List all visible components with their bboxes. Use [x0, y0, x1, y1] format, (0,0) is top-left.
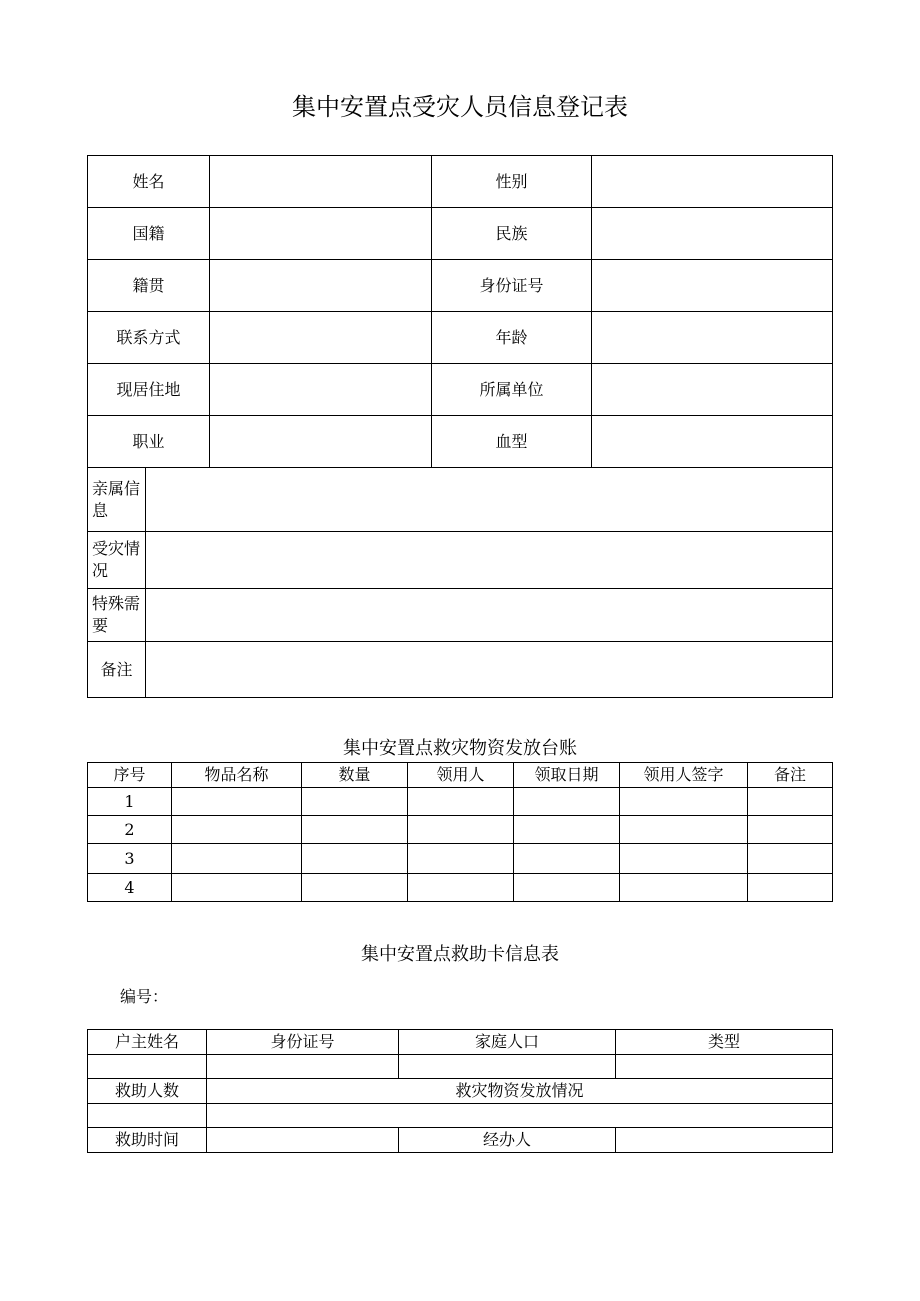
disaster-situation-field[interactable]: [146, 532, 833, 589]
table-row: [88, 468, 833, 532]
table-row: [88, 1104, 833, 1128]
column-header: 领用人: [408, 763, 514, 788]
cell[interactable]: [514, 874, 620, 902]
household-size-field[interactable]: [399, 1055, 616, 1079]
row-number: 1: [88, 788, 172, 816]
ethnicity-label: 民族: [432, 208, 592, 260]
column-header: 家庭人口: [399, 1030, 616, 1055]
column-header: 类型: [616, 1030, 833, 1055]
householder-name-field[interactable]: [88, 1055, 207, 1079]
handler-field[interactable]: [616, 1128, 833, 1153]
age-label: 年龄: [432, 312, 592, 364]
table-row: [88, 208, 833, 260]
cell[interactable]: [620, 874, 748, 902]
employer-field[interactable]: [592, 364, 833, 416]
blood-type-field[interactable]: [592, 416, 833, 468]
name-field[interactable]: [210, 156, 432, 208]
table-row: [88, 1128, 833, 1153]
ethnicity-field[interactable]: [592, 208, 833, 260]
table-row: [88, 788, 833, 816]
table-row: [88, 156, 833, 208]
table-row: [88, 844, 833, 874]
row-number: 4: [88, 874, 172, 902]
handler-label: 经办人: [399, 1128, 616, 1153]
native-place-field[interactable]: [210, 260, 432, 312]
cell[interactable]: [408, 874, 514, 902]
gender-field[interactable]: [592, 156, 833, 208]
cell[interactable]: [172, 816, 302, 844]
aid-count-field[interactable]: [88, 1104, 207, 1128]
serial-number-label: 编号：: [120, 987, 169, 1006]
cell[interactable]: [514, 816, 620, 844]
registration-table: [87, 155, 833, 698]
special-needs-label: 特殊需要: [88, 589, 146, 642]
blood-type-label: 血型: [432, 416, 592, 468]
contact-label: 联系方式: [88, 312, 210, 364]
distribution-field[interactable]: [207, 1104, 833, 1128]
cell[interactable]: [620, 788, 748, 816]
column-header: 领用人签字: [620, 763, 748, 788]
table-row: [88, 312, 833, 364]
table-row: [88, 874, 833, 902]
age-field[interactable]: [592, 312, 833, 364]
cell[interactable]: [302, 788, 408, 816]
cell[interactable]: [514, 788, 620, 816]
ledger-table: [87, 762, 833, 902]
cell[interactable]: [748, 788, 833, 816]
contact-field[interactable]: [210, 312, 432, 364]
special-needs-field[interactable]: [146, 589, 833, 642]
cell[interactable]: [302, 844, 408, 874]
cell[interactable]: [514, 844, 620, 874]
remarks-label: 备注: [88, 642, 146, 698]
table-row: [88, 260, 833, 312]
table-row: [88, 816, 833, 844]
column-header: 备注: [748, 763, 833, 788]
distribution-label: 救灾物资发放情况: [207, 1079, 833, 1104]
cell[interactable]: [620, 816, 748, 844]
cell[interactable]: [748, 844, 833, 874]
occupation-field[interactable]: [210, 416, 432, 468]
table-row: [88, 364, 833, 416]
aid-time-field[interactable]: [207, 1128, 399, 1153]
cell[interactable]: [408, 844, 514, 874]
nationality-field[interactable]: [210, 208, 432, 260]
ledger-title: 集中安置点救灾物资发放台账: [343, 738, 577, 759]
native-place-label: 籍贯: [88, 260, 210, 312]
relatives-label: 亲属信息: [88, 468, 146, 532]
cell[interactable]: [748, 874, 833, 902]
table-row: [88, 589, 833, 642]
residence-label: 现居住地: [88, 364, 210, 416]
aid-count-label: 救助人数: [88, 1079, 207, 1104]
aid-card-table: [87, 1029, 833, 1153]
cell[interactable]: [302, 816, 408, 844]
cell[interactable]: [408, 816, 514, 844]
disaster-situation-label: 受灾情况: [88, 532, 146, 589]
column-header: 物品名称: [172, 763, 302, 788]
cell[interactable]: [620, 844, 748, 874]
column-header: 领取日期: [514, 763, 620, 788]
card-title: 集中安置点救助卡信息表: [361, 944, 559, 965]
row-number: 2: [88, 816, 172, 844]
gender-label: 性别: [432, 156, 592, 208]
column-header: 数量: [302, 763, 408, 788]
table-header-row: [88, 763, 833, 788]
cell[interactable]: [172, 874, 302, 902]
id-number-field[interactable]: [207, 1055, 399, 1079]
cell[interactable]: [172, 844, 302, 874]
table-row: [88, 1079, 833, 1104]
employer-label: 所属单位: [432, 364, 592, 416]
type-field[interactable]: [616, 1055, 833, 1079]
name-label: 姓名: [88, 156, 210, 208]
cell[interactable]: [172, 788, 302, 816]
row-number: 3: [88, 844, 172, 874]
table-header-row: [88, 1030, 833, 1055]
remarks-field[interactable]: [146, 642, 833, 698]
id-number-field[interactable]: [592, 260, 833, 312]
column-header: 序号: [88, 763, 172, 788]
table-row: [88, 1055, 833, 1079]
column-header: 户主姓名: [88, 1030, 207, 1055]
occupation-label: 职业: [88, 416, 210, 468]
table-row: [88, 416, 833, 468]
table-row: [88, 532, 833, 589]
registration-title: 集中安置点受灾人员信息登记表: [292, 93, 628, 121]
cell[interactable]: [408, 788, 514, 816]
id-number-label: 身份证号: [432, 260, 592, 312]
table-row: [88, 642, 833, 698]
aid-time-label: 救助时间: [88, 1128, 207, 1153]
cell[interactable]: [748, 816, 833, 844]
column-header: 身份证号: [207, 1030, 399, 1055]
relatives-field[interactable]: [146, 468, 833, 532]
residence-field[interactable]: [210, 364, 432, 416]
nationality-label: 国籍: [88, 208, 210, 260]
cell[interactable]: [302, 874, 408, 902]
